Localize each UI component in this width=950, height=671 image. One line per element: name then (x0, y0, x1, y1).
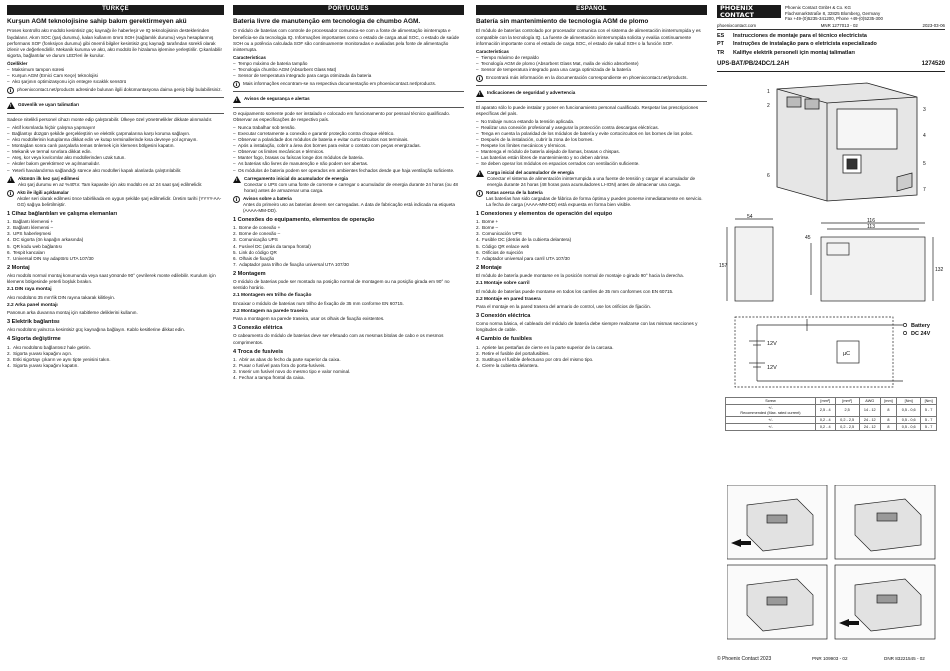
features-title: Características (233, 54, 266, 60)
dimension-figure (717, 213, 945, 305)
section-heading: 2 Montagem (233, 270, 266, 277)
warning-icon (476, 90, 484, 97)
list-item: 5. QR kodu web bağlantısı (7, 243, 63, 249)
column-figures (717, 5, 945, 653)
dimension-label: 116 (867, 218, 875, 224)
list-item: 2. Sigorta yuvası kapağını açın. (7, 350, 73, 356)
language-title-row: TR Kalifiye elektrik personeli için montaj talimatları (717, 49, 855, 56)
warning-icon (233, 176, 241, 183)
list-item: – Aküler bakım gerektirmez ve açılmamalıdır. (7, 161, 224, 167)
section-heading: 1 Conexiones y elementos de operación del equipo (476, 210, 613, 217)
list-item: – Após a instalação, cobrir a área dos bornes para evitar o contato com peças energizadas. (233, 143, 464, 149)
subsection-heading: 2.2 Montagem na parede traseira (233, 308, 308, 314)
info-icon: i (233, 196, 240, 203)
list-item: – As baterias são livres de manutenção e não podem ser abertas. (233, 161, 464, 167)
list-item: – Ateş, kor veya kıvılcımlar akü modüllerinden uzak tutun. (7, 155, 224, 161)
section-heading: 4 Sigorta değiştirme (7, 336, 61, 343)
label-title: Notas acerca de la batería (486, 189, 543, 195)
list-item: 4. Fusível DC (atrás da tampa frontal) (233, 243, 311, 249)
language-header: TÜRKÇE (7, 5, 224, 15)
list-item: – Sensor de temperatura integrado para carga otimizada da bateria (233, 73, 464, 79)
mnr: MNR 1277013 - 02 (820, 22, 858, 28)
storage-text: Conectar o UPS com uma fonte de corrente e carregar o acumulador de energia durante 24 horas (ou 48 horas) antes de armazenar uma carga. (244, 181, 458, 193)
safety-title: Güvenlik ve uyarı talimatları (18, 102, 80, 108)
connections-list (476, 219, 707, 261)
list-item: – Kurşun AGM (Emici Cam Keçe) teknolojisi (7, 73, 224, 79)
features-list (7, 67, 224, 85)
list-item: – Maksimum tampon süresi (7, 67, 224, 73)
subsection-heading: 2.2 Arka panel montajı (7, 302, 58, 308)
storage-text: Conectar el sistema de alimentación ininterrumpida a una fuente de tensión y cargar el acumulador de energía durante 24 horas (48 horas para acumuladores LI-ION) antes de almacenar una carga. (487, 175, 696, 187)
fuse-steps-list (233, 357, 464, 381)
list-item: 7. Adaptador universal para carril UTA 107/30 (476, 255, 570, 261)
language-titles (717, 33, 945, 56)
list-item: – Después de la instalación, cubrir la zona de los bornes. (476, 137, 707, 143)
list-item: – Realizar una conexión profesional y asegurar la protección contra descargas eléctricas. (476, 125, 707, 131)
features-list (233, 61, 464, 79)
dimension-label: 54 (747, 214, 753, 220)
voltage-label: 12V (767, 341, 777, 347)
device-drawing (747, 77, 937, 205)
fuse-steps-list (476, 345, 707, 369)
safety-heading (476, 90, 707, 97)
info-text: Encontrará más información en la documentación correspondiente en phoenixcontact.net/products. (486, 74, 688, 80)
list-item: 2. Bağlantı klemensi – (7, 225, 54, 231)
svg-text:1: 1 (767, 89, 770, 95)
section-heading: 1 Cihaz bağlantıları ve çalışma elemanları (7, 210, 118, 217)
safety-list (233, 125, 464, 174)
section-heading: 3 Elektrik bağlantısı (7, 319, 60, 326)
section-heading: 4 Cambio de fusibles (476, 336, 532, 343)
info-notice (476, 75, 707, 82)
list-item: 4. DC sigorta (ön kapağın arkasında) (7, 237, 84, 243)
label-notice (476, 190, 707, 208)
list-item: – Manter fogo, brasas ou faíscas longe dos módulos de bateria. (233, 155, 464, 161)
dimension-label: 132 (935, 267, 944, 273)
storage-text: Akü şarj durumu en az %40'tır. Tam kapasite için akü modülü en az 24 saat şarj edilmelidir. (18, 181, 203, 187)
subsection-heading: 2.1 Montagem em trilho de fixação (233, 293, 312, 299)
list-item: 1. Akü modülünü bağlantısız hale getirin. (7, 344, 91, 350)
safety-heading (7, 102, 224, 109)
dc-label: DC 24V (911, 331, 931, 337)
company-address: Phoenix Contact GmbH & Co. KG Flachsmarktstraße 8, 32825 Blomberg, Germany Fax +49-(0)5235-341200, Phone +49-(0)5235-300 (785, 5, 883, 21)
circuit-figure (727, 311, 942, 391)
storage-title: Akünün ilk kez şarj edilmesi (18, 175, 80, 181)
section-text: El módulo de batería puede montarse en la posición normal de montaje o girado 90° hacia la derecha. (476, 273, 684, 279)
list-item: – Akü modüllerinin kutuplarına dikkat edin ve kutup terminallerinde kısa devreye yol açmayın. (7, 137, 224, 143)
website: phoenixcontact.com (717, 22, 757, 28)
warning-icon (7, 176, 15, 183)
section-text: Encaixar o módulo de baterias num trilho de fixação de 35 mm conforme EN 60715. (233, 300, 404, 306)
list-item: 2. Retire el fusible del portafusibles. (476, 350, 550, 356)
section-text: Akü modülünü 35 mm'lik DIN rayına takarak kilitleyin. (7, 294, 116, 300)
features-title: Características (476, 48, 509, 54)
list-item: 3. Comunicación UPS (476, 231, 522, 237)
section-text: El módulo de baterías puede montarse en todos los carriles de 35 mm conformes con EN 60715. (476, 288, 674, 294)
section-heading: 2 Montaj (7, 264, 30, 271)
order-number: 1274520 (921, 60, 945, 67)
list-item: – Observar os limites mecânicos e térmicos. (233, 149, 464, 155)
pnr: PNR 109903 - 02 (812, 656, 848, 661)
label-text: Aküler seri olarak edilmesi önce tabirlikada en uygun şekilde şarj edilmelidir. Üretim tarihi (YYYY-AA-GG) sağıya belirtilmiştir. (17, 195, 222, 207)
column-portuguese (233, 5, 464, 653)
list-item: – Executar corretamente a conexão e garantir proteção contra choque elétrico. (233, 131, 464, 137)
list-item: – Mantenga el módulo de batería alejado de llamas, brasas o chispas. (476, 149, 707, 155)
svg-text:5: 5 (923, 161, 926, 167)
storage-title: Carregamento inicial do acumulador de energia (244, 175, 348, 181)
language-header: PORTUGUÊS (233, 5, 464, 15)
dimension-drawing (717, 213, 945, 305)
label-notice (7, 190, 224, 208)
storage-notice (7, 176, 224, 188)
svg-text:4: 4 (923, 133, 926, 139)
section-text: Panonun arka duvarına montaj için sabitleme deliklerini kullanın. (7, 309, 138, 315)
list-item: 5. Código QR enlace web (476, 243, 530, 249)
column-turkish (7, 5, 224, 653)
list-item: – Tiempo máximo de respaldo (476, 55, 707, 61)
section-heading: 1 Conexões do equipamento, elementos de operação (233, 216, 375, 223)
section-heading: 2 Montaje (476, 264, 502, 271)
list-item: 2. Borne de conexão – (233, 231, 281, 237)
fuse-steps-list (7, 345, 224, 369)
label-notice (233, 196, 464, 214)
list-item: – Montajdan sonra canlı parçalarla temas önlemek için klemens bölgesini kapatın. (7, 143, 224, 149)
list-item: 1. Borne + (476, 219, 499, 225)
list-item: 4. Sigorta yuvası kapağını kapatın. (7, 363, 79, 369)
list-item: 1. Borne de conexão + (233, 225, 281, 231)
list-item: 5. Link do código QR (233, 249, 277, 255)
list-item: 2. Borne – (476, 225, 499, 231)
list-item: – Respete los límites mecánicos y térmicos. (476, 143, 707, 149)
list-item: 6. Olhais de fixação (233, 255, 275, 261)
section-heading: 3 Conexão elétrica (233, 325, 283, 332)
list-item: – Mekanik ve termal sınırlara dikkat edin. (7, 149, 224, 155)
section-text: Akü modülü normal montaj konumunda veya saat yönünde 90° çevrilerek monte edilebilir. Kurulum için klemens bölgesinde yeterli boşluk bırakın. (7, 273, 216, 285)
list-item: 3. Sustituya el fusible defectuoso por otro del mismo tipo. (476, 356, 594, 362)
copyright: © Phoenix Contact 2023 (717, 656, 772, 662)
list-item: 1. Abrir as abas do fecho da parte superior da caixa. (233, 356, 341, 362)
svg-text:3: 3 (923, 107, 926, 113)
table-row: +/- 0,2 - 4 0,2 - 2,5 24 - 12 8 0,5 - 0,6 5 - 7 (726, 417, 937, 424)
list-item: – Aktif kısımlarda hiçbir çalışma yapmayın! (7, 125, 224, 131)
device-figure (747, 77, 937, 205)
subsection-heading: 2.2 Montaje en pared trasera (476, 296, 541, 302)
info-icon: i (476, 190, 483, 197)
list-item: 7. Universal DIN ray adaptörü UTA 107/30 (7, 255, 94, 261)
list-item: 6. Tespit kancaları (7, 249, 45, 255)
warning-icon (476, 170, 484, 177)
info-icon: i (233, 81, 240, 88)
info-text: phoenixcontact.net/products adresinde bulunan ilgili dokümantasyona daima geniş bilgi bulabilirsiniz. (17, 87, 222, 93)
info-icon: i (476, 75, 483, 82)
list-item: 1. Bağlantı klemensi + (7, 219, 54, 225)
wiring-table-figure (725, 397, 937, 431)
section-text: Para a montagem na parede traseira, usar os olhais de fixação existentes. (233, 316, 385, 322)
warning-icon (7, 102, 15, 109)
dnr: DNR 83221545 - 02 (884, 656, 925, 661)
safety-list (7, 125, 224, 174)
list-item: 4. Cierre la cubierta delantera. (476, 363, 539, 369)
language-title-row: ES Instrucciones de montaje para el técnico electricista (717, 33, 867, 40)
info-notice (7, 87, 224, 94)
list-item: 3. Inserir um fusível novo do mesmo tipo e valor nominal. (233, 369, 351, 375)
features-list (476, 55, 707, 73)
safety-list (476, 119, 707, 168)
dimension-label: 157 (719, 263, 728, 269)
safety-heading (233, 96, 464, 103)
document-title: Bateria livre de manutenção em tecnologia de chumbo AGM. (233, 17, 421, 25)
document-title: Batería sin mantenimiento de tecnología AGM de plomo (476, 17, 649, 25)
safety-section (233, 91, 464, 108)
list-item: – Observar a polaridade dos módulos de bateria e evitar curto-circuitos nos terminais. (233, 137, 464, 143)
list-item: – Tempo máximo de bateria tampão (233, 61, 464, 67)
product-line (717, 61, 945, 72)
svg-text:2: 2 (767, 103, 770, 109)
list-item: – Os módulos de bateria podem ser operados em ambientes fechados desde que haja ventilação suficiente. (233, 168, 464, 174)
microcontroller-label: µC (843, 351, 851, 357)
language-header: ESPAÑOL (476, 5, 707, 15)
dimension-label: 113 (867, 224, 875, 230)
subsection-heading: 2.1 Montaje sobre carril (476, 281, 530, 287)
company-header (717, 5, 945, 22)
label-title: Avisos sobre a bateria (243, 195, 292, 201)
list-item: – Las baterías están libres de mantenimiento y no deben abrirse. (476, 155, 707, 161)
connections-list (233, 225, 464, 267)
list-item: 3. Comunicação UPS (233, 237, 278, 243)
info-icon: i (7, 87, 14, 94)
company-logo: PHOENIX CONTACT (717, 5, 781, 18)
intro-text: O módulo de baterias com controle de processador comunica-se com a fonte de alimentação ininterrupta e beneficia-se da tecnologia IQ. Informações importantes como o estado de carga atual SOC, o estado de saúde SOH ou a potência calculada SOF são continuamente monitoradas e avaliadas pela fonte de alimentação ininterrupta. (233, 28, 459, 52)
storage-notice (476, 170, 707, 188)
list-item: 4. Fusible DC (detrás de la cubierta delantera) (476, 237, 572, 243)
circuit-diagram (727, 311, 942, 391)
voltage-label: 12V (767, 365, 777, 371)
intro-text: El módulo de baterías controlado por procesador comunica con el sistema de alimentación ininterrumpida y es compatible con la tecnología IQ. La fuente de alimentación ininterrumpida solicita y evalúa continuamente información importante como el estado de carga SOC, el estado de salud SOH o la función SOF. (476, 28, 701, 46)
list-item: 6. Orificios de sujeción (476, 249, 524, 255)
fuse-replacement-drawing (727, 485, 939, 643)
list-item: – Tecnologia chumbo AGM (Absorbent Glass Mat) (233, 67, 464, 73)
language-title-row: PT Instruções de instalação para o eletricista especializado (717, 41, 877, 48)
safety-intro: O equipamento somente pode ser instalado e colocado em funcionamento por pessoal técnico qualificado. Observar as especificações de respectivo país. (233, 110, 451, 123)
svg-text:6: 6 (767, 173, 770, 179)
storage-notice (233, 176, 464, 194)
list-item: – Tecnología AGM de plomo (Absorbent Glass Mat, malla de vidrio absorbente) (476, 61, 707, 67)
list-item: 4. Fechar a tampa frontal da caixa. (233, 375, 305, 381)
svg-text:7: 7 (923, 187, 926, 193)
document-title: Kurşun AGM teknolojisine sahip bakım gerektirmeyen akü (7, 17, 187, 25)
date: 2023-03-06 (922, 22, 945, 28)
list-item: 7. Adaptador para trilho de fixação universal UTA 107/30 (233, 261, 349, 267)
intro-text: Proses kontrollü akü modülü kesintisiz güç kaynağı ile haberleşir ve IQ teknolojisinin desteklerinden faydalanır. Akım SOC (şarj durumu), kalan kullanım ömrü SOH (sağlamlık durumu) veya hesaplanmış performans SOF (fonksiyon durumu) gibi önemli bilgiler kesintisiz güç kaynağı tarafından sürekli olarak izlenir ve değerlendirilir. Mekanik kuruma ve akü, akü modülü ile hizalama işlemine yerleştirilir. Çıkarılabilir sigorta, bağlantılar ve durum LED'leri ile kurulur. (7, 28, 222, 58)
list-item: 1. Apriete las pestañas de cierre en la parte superior de la carcasa. (476, 344, 614, 350)
info-text: Mais informações encontram-se na respectiva documentação em phoenixcontact.net/products. (243, 80, 437, 86)
label-title: Akü ile ilgili açıklamalar (17, 189, 69, 195)
label-text: Antes do primeiro uso as baterias devem ser carregadas. A data de fabricação está indicada na etiqueta (AAAA-MM-DD). (243, 201, 455, 213)
connections-list (7, 219, 224, 261)
product-name: UPS-BAT/PB/24DC/1.2AH (717, 60, 789, 67)
safety-section (476, 85, 707, 102)
list-item: – Se deben operar los módulos en espacios cerrados con ventilación suficiente. (476, 161, 707, 167)
table-row: +/- Recommended (Max. rated current) 2,5 - 4 2,5 14 - 12 8 0,5 - 0,6 5 - 7 (726, 405, 937, 417)
document-meta (717, 23, 945, 31)
list-item: – Bağlantıyı düzgün şekilde gerçekleştirin ve elektrik çarpmalarına karşı koruma sağlayın. (7, 131, 224, 137)
dimension-label: 45 (805, 235, 811, 241)
safety-intro: Sadece nitelikli personel cihazı monte edip çalıştırabilir. Ülkeye özel yönetmelikler dikkate alınmalıdır. (7, 117, 213, 123)
safety-section (7, 97, 224, 114)
section-text: Para el montaje en la pared trasera del armario de control, use los orificios de fijación. (476, 303, 651, 309)
list-item: – Akü şarjının optimizasyonu için entegre sıcaklık sensörü (7, 79, 224, 85)
battery-label: Battery (911, 323, 930, 329)
list-item: – Nunca trabalhar sob tensão. (233, 125, 464, 131)
list-item: – Yeterli havalandırma sağlandığı sürece akü modülleri kapalı alanlarda çalıştırılabilir. (7, 168, 224, 174)
warning-icon (233, 96, 241, 103)
list-item: – Sensor de temperatura integrado para una carga optimizada de la batería (476, 67, 707, 73)
safety-intro: El aparato sólo lo puede instalar y poner en funcionamiento personal cualificado. Respetar las prescripciones específicas del país. (476, 104, 699, 116)
section-heading: 4 Troca de fusíveis (233, 348, 284, 355)
features-title: Özellikler (7, 60, 28, 66)
subsection-heading: 2.1 DIN raya montaj (7, 287, 52, 293)
storage-title: Carga inicial del acumulador de energía (487, 169, 574, 175)
label-text: Las baterías han sido cargadas de fábrica de forma óptima y pueden ponerse inmediatamente en servicio. La fecha de carga (AAAA-MM-DD) está expuesta en forma bien visible. (486, 195, 703, 207)
info-icon: i (7, 190, 14, 197)
safety-title: Indicaciones de seguridad y advertencia (487, 89, 576, 95)
section-text: Akü modülünü yalnızca kesintisiz güç kaynağına bağlayın. Kablo kesitlerine dikkat edin. (7, 327, 185, 333)
wiring-table (725, 397, 937, 431)
column-spanish (476, 5, 707, 653)
list-item: 3. Eski sigortayı çıkarın ve aynı tipte yenisini takın. (7, 356, 111, 362)
table-row: +/- 0,2 - 4 0,2 - 2,5 24 - 12 8 0,5 - 0,6 5 - 7 (726, 424, 937, 431)
section-text: O cabeamento do módulo de baterias deve ser efetuado com as mesmas bitolas de cabo e os mesmos comprimentos. (233, 333, 444, 345)
section-text: Como norma básica, el cableado del módulo de batería debe siempre realizarse con las mismas secciones y longitudes de cable. (476, 321, 698, 333)
table-header-row: Screw [mm²] [mm²] AWG [mm] [Nm] [Nm] (726, 398, 937, 405)
info-notice (233, 81, 464, 88)
list-item: – Tenga en cuenta la polaridad de los módulos de batería y evite cortocircuitos en los bornes de los polos. (476, 131, 707, 137)
section-heading: 3 Conexión eléctrica (476, 312, 531, 319)
list-item: 3. UPS haberleşmesi (7, 231, 52, 237)
fuse-figure (727, 485, 939, 643)
safety-title: Avisos de segurança e alertas (244, 95, 310, 101)
list-item: – No trabaje nunca estando la tensión aplicada. (476, 119, 707, 125)
list-item: 2. Puxar o fusível para fora do porta-fusíveis. (233, 363, 326, 369)
section-text: O módulo de baterias pode ser montado na posição normal de montagem ou na posição girada em 90° no sentido horário. (233, 279, 450, 291)
